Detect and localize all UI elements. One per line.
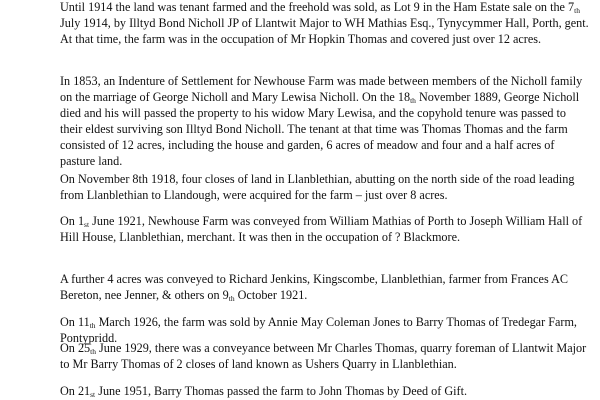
paragraph-4-text-b: June 1921, Newhouse Farm was conveyed from William Mathias of Porth to Joseph William Hall of Hill House, Llanblethian, merchant. It was then in the occupation of ? Blackmore. bbox=[60, 214, 586, 244]
paragraph-5 bbox=[60, 271, 590, 303]
paragraph-1 bbox=[60, 0, 590, 47]
paragraph-7 bbox=[60, 340, 590, 372]
paragraph-1-text-b: July 1914, by Illtyd Bond Nicholl JP of Llantwit Major to WH Mathias Esq., Tynycymmer Hall, Porth, gent. At that time, the farm was in the occupation of Mr Hopkin Thomas and covered just over 12 acres. bbox=[60, 0, 592, 46]
paragraph-5-ordinal-suffix: th bbox=[228, 294, 235, 303]
paragraph-7-text-a: On 25 bbox=[60, 341, 91, 355]
paragraph-6-ordinal-suffix: th bbox=[89, 321, 96, 330]
paragraph-1-ordinal-suffix: th bbox=[574, 6, 580, 15]
paragraph-4-text-a: On 1 bbox=[60, 214, 85, 228]
paragraph-3-text: On November 8th 1918, four closes of land in Llanblethian, abutting on the north side of the road leading from Llanblethian to Llandough, were acquired for the farm – just over 8 acres. bbox=[60, 172, 578, 202]
paragraph-6-text-a: On 11 bbox=[60, 315, 90, 329]
paragraph-8 bbox=[60, 383, 590, 399]
paragraph-7-text-b: June 1929, there was a conveyance between Mr Charles Thomas, quarry foreman of Llantwit Major to Mr Barry Thomas of 2 closes of land known as Ushers Quarry in Llanblethian. bbox=[60, 341, 590, 371]
paragraph-4-ordinal-suffix: st bbox=[84, 220, 90, 229]
paragraph-1-text-a: Until 1914 the land was tenant farmed and the freehold was sold, as Lot 9 in the Ham Estate sale on the 7 bbox=[60, 0, 575, 14]
paragraph-2-ordinal-suffix: th bbox=[410, 96, 416, 105]
paragraph-8-text-a: On 21 bbox=[60, 384, 91, 398]
paragraph-2-text-b: November 1889, George Nicholl died and his will passed the property to his widow Mary Lewisa, and the copyhold tenure was passed to their eldest surviving son Illtyd Bond Nicholl. The tenant at that time was Thomas Thomas and the farm consisted of 12 acres, including the house and garden, 6 acres of meadow and four and a half acres of pasture land. bbox=[60, 90, 583, 168]
paragraph-7-ordinal-suffix: th bbox=[90, 347, 96, 356]
paragraph-5-text-b: October 1921. bbox=[234, 288, 308, 302]
paragraph-8-ordinal-suffix: st bbox=[90, 390, 96, 399]
paragraph-8-text-b: June 1951, Barry Thomas passed the farm to John Thomas by Deed of Gift. bbox=[95, 384, 468, 398]
paragraph-6-text-b: March 1926, the farm was sold by Annie May Coleman Jones to Barry Thomas of Tredegar Farm, Pontypridd. bbox=[60, 315, 581, 345]
paragraph-2 bbox=[60, 73, 590, 169]
paragraph-3 bbox=[60, 171, 590, 203]
paragraph-5-text-a: A further 4 acres was conveyed to Richard Jenkins, Kingscombe, Llanblethian, farmer from Frances AC Bereton, nee Jenner, & others on 9 bbox=[60, 272, 572, 302]
paragraph-4 bbox=[60, 213, 590, 245]
paragraph-2-text-a: In 1853, an Indenture of Settlement for Newhouse Farm was made between members of the Nicholl family on the marriage of George Nicholl and Mary Lewisa Nicholl. On the 18 bbox=[60, 74, 586, 104]
